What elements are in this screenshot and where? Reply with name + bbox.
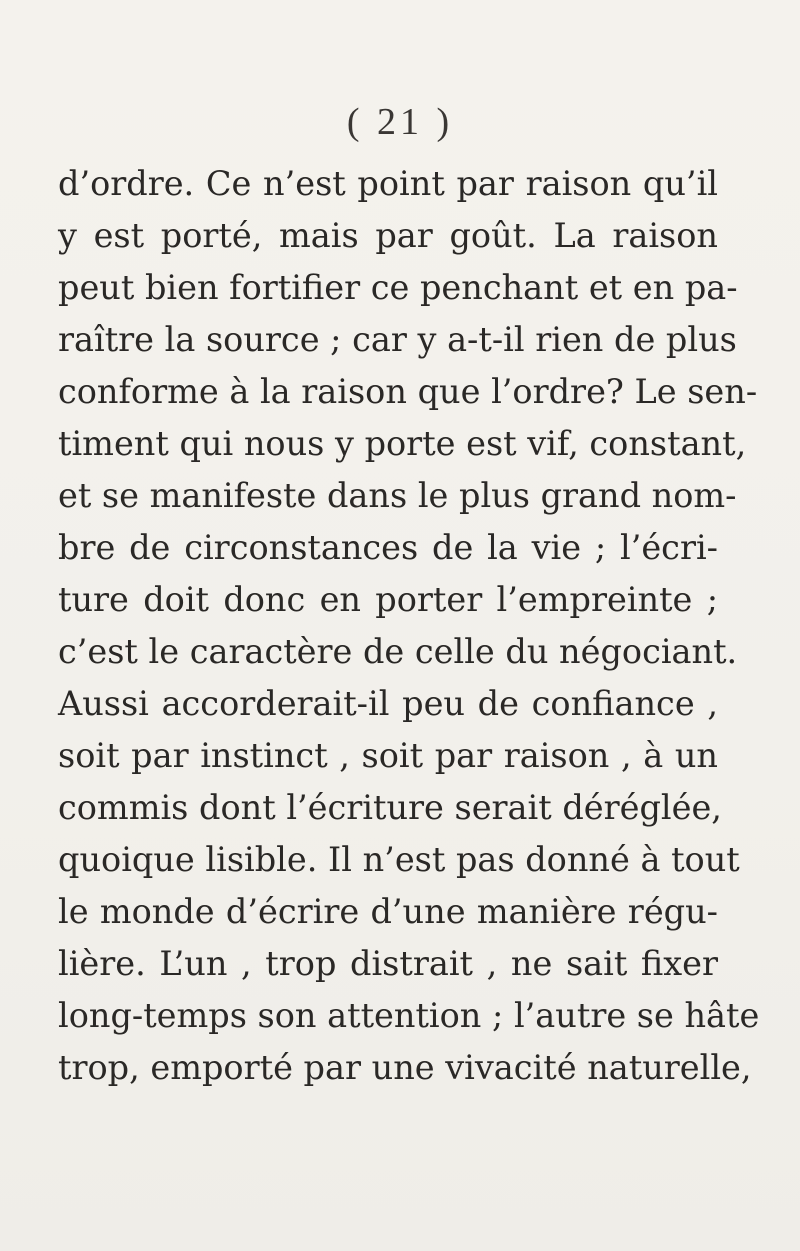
text-line: d’ordre. Ce n’est point par raison qu’il — [58, 164, 718, 203]
text-line: raître la source ; car y a-t-il rien de plus — [58, 320, 737, 359]
text-line: c’est le caractère de celle du négociant. — [58, 632, 738, 671]
text-line: y est porté, mais par goût. La raison — [58, 216, 718, 255]
text-line: lière. L’un , trop distrait , ne sait fixer — [58, 944, 718, 983]
text-line: trop, emporté par une vivacité naturelle, — [58, 1048, 752, 1087]
body-text — [58, 158, 760, 1094]
text-line: et se manifeste dans le plus grand nom- — [58, 476, 737, 515]
text-line: timent qui nous y porte est vif, constant, — [58, 424, 747, 463]
text-line: conforme à la raison que l’ordre? Le sen- — [58, 372, 758, 411]
text-line: bre de circonstances de la vie ; l’écri- — [58, 528, 718, 567]
text-line: peut bien fortifier ce penchant et en pa- — [58, 268, 738, 307]
page-number: ( 21 ) — [346, 101, 454, 143]
text-line: le monde d’écrire d’une manière régu- — [58, 892, 718, 931]
text-line: ture doit donc en porter l’empreinte ; — [58, 580, 718, 619]
text-line: Aussi accorderait-il peu de confiance , — [58, 684, 718, 723]
text-line: soit par instinct , soit par raison , à un — [58, 736, 718, 775]
text-line: long-temps son attention ; l’autre se hâte — [58, 996, 760, 1035]
text-line: commis dont l’écriture serait déréglée, — [58, 788, 722, 827]
text-line: quoique lisible. Il n’est pas donné à tout — [58, 840, 740, 879]
